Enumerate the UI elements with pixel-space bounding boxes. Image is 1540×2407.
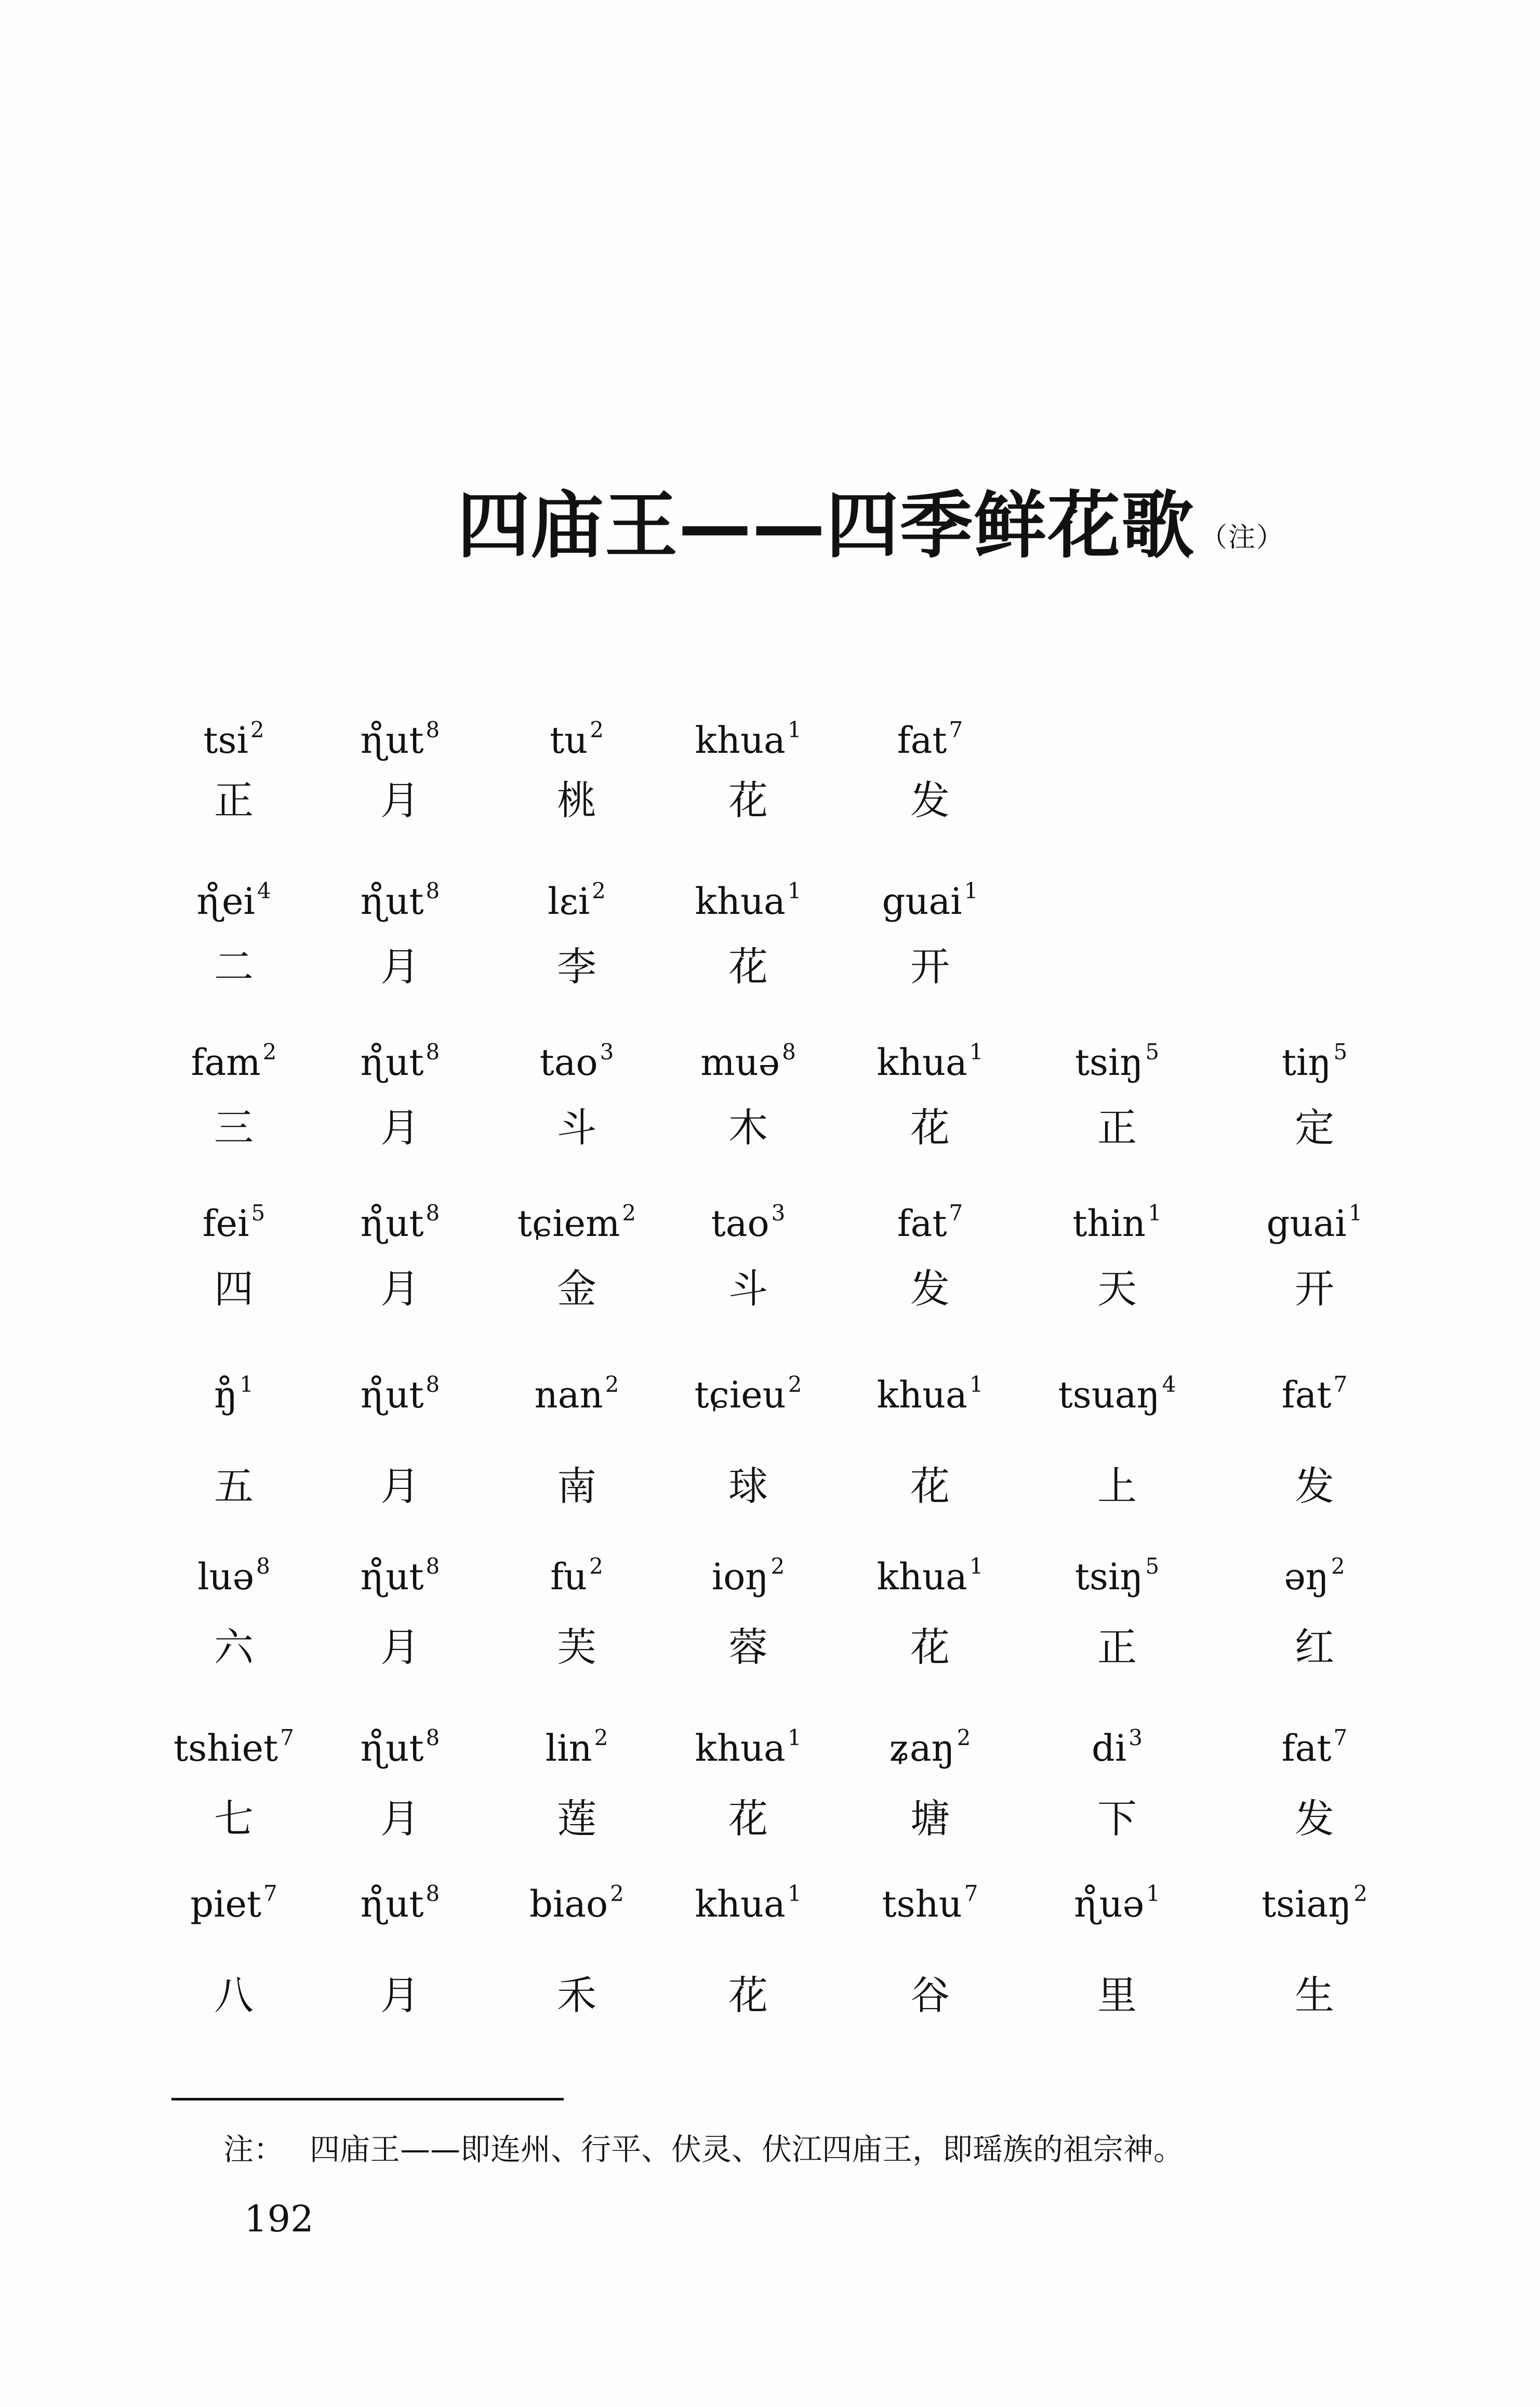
tone-number: 7 xyxy=(1333,1725,1348,1750)
chinese-character: 正 xyxy=(1097,1105,1137,1151)
tone-number: 8 xyxy=(426,1725,440,1750)
romanization-syllable xyxy=(655,1372,842,1416)
chinese-character: 月 xyxy=(380,1796,420,1842)
syllable-text: ɳ̊uə xyxy=(1074,1883,1145,1925)
syllable-text: di xyxy=(1092,1727,1127,1770)
chinese-character: 月 xyxy=(380,1972,420,2018)
chinese-character: 天 xyxy=(1097,1266,1137,1312)
tone-number: 1 xyxy=(787,1725,802,1750)
tone-number: 8 xyxy=(782,1039,796,1065)
chinese-character: 七 xyxy=(214,1796,254,1842)
tone-number: 3 xyxy=(600,1039,614,1065)
romanization-syllable xyxy=(307,1200,494,1245)
tone-number: 3 xyxy=(1129,1725,1143,1750)
romanization-syllable xyxy=(307,1881,494,1925)
syllable-text: tao xyxy=(539,1041,598,1084)
romanization-syllable xyxy=(307,1039,494,1084)
romanization-syllable xyxy=(1221,1725,1408,1770)
romanization-syllable xyxy=(307,878,494,923)
tone-number: 8 xyxy=(426,717,440,742)
romanization-syllable xyxy=(1221,1372,1408,1416)
romanization-syllable xyxy=(483,1200,670,1245)
syllable-text: ʑaŋ xyxy=(889,1727,955,1770)
romanization-syllable xyxy=(483,1725,670,1770)
syllable-text: fei xyxy=(202,1202,249,1245)
romanization-syllable xyxy=(140,717,327,762)
tone-number: 8 xyxy=(426,878,440,903)
syllable-text: muə xyxy=(700,1041,780,1084)
chinese-character: 八 xyxy=(214,1972,254,2018)
syllable-text: khua xyxy=(695,1727,786,1770)
romanization-syllable xyxy=(1221,1200,1408,1245)
romanization-syllable xyxy=(1024,1725,1211,1770)
tone-number: 2 xyxy=(1331,1553,1345,1579)
chinese-character: 四 xyxy=(214,1266,254,1312)
tone-number: 2 xyxy=(771,1553,785,1579)
syllable-text: ɳ̊ut xyxy=(360,1555,424,1598)
chinese-character: 禾 xyxy=(557,1972,596,2018)
romanization-syllable xyxy=(307,1553,494,1598)
chinese-character: 定 xyxy=(1295,1105,1334,1151)
chinese-character: 花 xyxy=(910,1105,950,1151)
chinese-character: 发 xyxy=(1295,1463,1334,1509)
syllable-text: tɕieu xyxy=(694,1374,786,1416)
syllable-text: ɳ̊ut xyxy=(360,1202,424,1245)
chinese-character: 花 xyxy=(728,777,768,823)
chinese-character: 斗 xyxy=(557,1105,596,1151)
romanization-syllable xyxy=(140,1039,327,1084)
romanization-syllable xyxy=(1024,1039,1211,1084)
tone-number: 8 xyxy=(256,1553,270,1579)
romanization-syllable xyxy=(1221,1881,1408,1925)
chinese-character: 月 xyxy=(380,777,420,823)
footnote-divider xyxy=(171,2098,564,2100)
romanization-syllable xyxy=(837,1725,1024,1770)
tone-number: 1 xyxy=(1146,1881,1160,1906)
tone-number: 2 xyxy=(589,1553,603,1579)
chinese-character: 花 xyxy=(728,1972,768,2018)
romanization-syllable xyxy=(140,1372,327,1416)
tone-number: 1 xyxy=(964,878,978,903)
tone-number: 2 xyxy=(788,1372,802,1397)
syllable-text: ɳ̊ut xyxy=(360,719,424,762)
romanization-syllable xyxy=(655,1039,842,1084)
footnote-text: 四庙王——即连州、行平、伏灵、伏江四庙王，即瑶族的祖宗神。 xyxy=(310,2132,1184,2167)
tone-number: 2 xyxy=(1353,1881,1368,1906)
syllable-text: fam xyxy=(191,1041,261,1084)
syllable-text: ɳ̊ei xyxy=(196,880,255,923)
chinese-character: 桃 xyxy=(557,777,596,823)
syllable-text: ioŋ xyxy=(711,1555,769,1598)
syllable-text: tsiŋ xyxy=(1074,1555,1144,1598)
syllable-text: biao xyxy=(529,1883,608,1925)
tone-number: 2 xyxy=(594,1725,608,1750)
romanization-syllable xyxy=(1024,1881,1211,1925)
romanization-syllable xyxy=(140,1553,327,1598)
syllable-text: ɳ̊ut xyxy=(360,880,424,923)
chinese-character: 月 xyxy=(380,943,420,990)
syllable-text: fat xyxy=(1281,1727,1332,1770)
syllable-text: ɳ̊ut xyxy=(360,1041,424,1084)
syllable-text: tao xyxy=(711,1202,769,1245)
tone-number: 2 xyxy=(622,1200,636,1226)
tone-number: 5 xyxy=(1145,1553,1160,1579)
romanization-syllable xyxy=(483,1553,670,1598)
romanization-syllable xyxy=(483,1039,670,1084)
romanization-syllable xyxy=(483,717,670,762)
romanization-syllable xyxy=(140,1881,327,1925)
chinese-character: 月 xyxy=(380,1463,420,1509)
syllable-text: guai xyxy=(1266,1202,1347,1245)
chinese-character: 上 xyxy=(1097,1463,1137,1509)
chinese-character: 木 xyxy=(728,1105,768,1151)
tone-number: 1 xyxy=(787,717,802,742)
romanization-syllable xyxy=(307,1372,494,1416)
romanization-syllable xyxy=(1221,1553,1408,1598)
syllable-text: lin xyxy=(545,1727,592,1770)
syllable-text: fat xyxy=(1281,1374,1332,1416)
syllable-text: guai xyxy=(882,880,962,923)
syllable-text: khua xyxy=(695,719,786,762)
chinese-character: 里 xyxy=(1097,1972,1137,2018)
romanization-syllable xyxy=(837,878,1024,923)
tone-number: 2 xyxy=(957,1725,971,1750)
romanization-syllable xyxy=(140,878,327,923)
tone-number: 5 xyxy=(1333,1039,1348,1065)
chinese-character: 红 xyxy=(1295,1624,1334,1670)
tone-number: 8 xyxy=(426,1372,440,1397)
tone-number: 7 xyxy=(1333,1372,1348,1397)
chinese-character: 发 xyxy=(910,777,950,823)
tone-number: 8 xyxy=(426,1553,440,1579)
chinese-character: 塘 xyxy=(910,1796,950,1842)
tone-number: 2 xyxy=(592,878,606,903)
romanization-syllable xyxy=(655,717,842,762)
syllable-text: khua xyxy=(877,1374,967,1416)
romanization-syllable xyxy=(483,1372,670,1416)
tone-number: 1 xyxy=(1348,1200,1363,1226)
romanization-syllable xyxy=(655,1725,842,1770)
tone-number: 7 xyxy=(949,1200,963,1226)
syllable-text: luə xyxy=(197,1555,255,1598)
chinese-character: 正 xyxy=(214,777,254,823)
tone-number: 2 xyxy=(605,1372,619,1397)
chinese-character: 花 xyxy=(910,1624,950,1670)
romanization-syllable xyxy=(837,717,1024,762)
syllable-text: lɛi xyxy=(548,880,590,923)
tone-number: 8 xyxy=(426,1200,440,1226)
chinese-character: 花 xyxy=(910,1463,950,1509)
chinese-character: 月 xyxy=(380,1266,420,1312)
romanization-syllable xyxy=(140,1200,327,1245)
chinese-character: 莲 xyxy=(557,1796,596,1842)
syllable-text: ɳ̊ut xyxy=(360,1374,424,1416)
romanization-syllable xyxy=(1024,1553,1211,1598)
tone-number: 4 xyxy=(257,878,271,903)
chinese-character: 下 xyxy=(1097,1796,1137,1842)
syllable-text: khua xyxy=(695,1883,786,1925)
romanization-syllable xyxy=(837,1200,1024,1245)
chinese-character: 斗 xyxy=(728,1266,768,1312)
title-text: 四庙王——四季鲜花歌 xyxy=(457,484,1196,568)
tone-number: 2 xyxy=(590,717,604,742)
romanization-syllable xyxy=(655,1881,842,1925)
chinese-character: 五 xyxy=(214,1463,254,1509)
romanization-syllable xyxy=(307,1725,494,1770)
syllable-text: tsuaŋ xyxy=(1058,1374,1160,1416)
tone-number: 5 xyxy=(251,1200,265,1226)
chinese-character: 六 xyxy=(214,1624,254,1670)
tone-number: 2 xyxy=(262,1039,277,1065)
syllable-text: tɕiem xyxy=(517,1202,620,1245)
romanization-syllable xyxy=(837,1039,1024,1084)
footnote xyxy=(223,2125,1184,2169)
romanization-syllable xyxy=(1024,1372,1211,1416)
romanization-syllable xyxy=(655,878,842,923)
romanization-syllable xyxy=(655,1200,842,1245)
tone-number: 7 xyxy=(964,1881,978,1906)
syllable-text: fat xyxy=(897,719,947,762)
tone-number: 1 xyxy=(1147,1200,1162,1226)
syllable-text: əŋ xyxy=(1284,1555,1329,1598)
chinese-character: 开 xyxy=(1295,1266,1334,1312)
chinese-character: 花 xyxy=(728,1796,768,1842)
romanization-syllable xyxy=(307,717,494,762)
page-number: 192 xyxy=(244,2198,314,2240)
tone-number: 7 xyxy=(263,1881,277,1906)
tone-number: 8 xyxy=(426,1881,440,1906)
title-note-mark: （注） xyxy=(1200,522,1285,553)
romanization-syllable xyxy=(837,1881,1024,1925)
romanization-syllable xyxy=(837,1553,1024,1598)
romanization-syllable xyxy=(483,1881,670,1925)
syllable-text: khua xyxy=(695,880,786,923)
romanization-syllable xyxy=(1221,1039,1408,1084)
tone-number: 1 xyxy=(787,1881,802,1906)
syllable-text: tsiŋ xyxy=(1074,1041,1144,1084)
chinese-character: 花 xyxy=(728,943,768,990)
syllable-text: ɳ̊ut xyxy=(360,1727,424,1770)
syllable-text: piet xyxy=(190,1883,262,1925)
romanization-syllable xyxy=(1024,1200,1211,1245)
romanization-syllable xyxy=(483,878,670,923)
syllable-text: ŋ̊ xyxy=(214,1374,238,1416)
tone-number: 4 xyxy=(1162,1372,1176,1397)
chinese-character: 二 xyxy=(214,943,254,990)
syllable-text: nan xyxy=(534,1374,603,1416)
syllable-text: tshiet xyxy=(174,1727,278,1770)
chinese-character: 李 xyxy=(557,943,596,990)
tone-number: 5 xyxy=(1145,1039,1160,1065)
syllable-text: khua xyxy=(877,1555,967,1598)
song-title xyxy=(457,468,1285,572)
chinese-character: 芙 xyxy=(557,1624,596,1670)
tone-number: 1 xyxy=(969,1372,984,1397)
tone-number: 1 xyxy=(969,1553,984,1579)
romanization-syllable xyxy=(655,1553,842,1598)
chinese-character: 生 xyxy=(1295,1972,1334,2018)
syllable-text: thin xyxy=(1072,1202,1146,1245)
romanization-syllable xyxy=(837,1372,1024,1416)
footnote-label: 注： xyxy=(223,2132,284,2167)
syllable-text: fu xyxy=(550,1555,588,1598)
syllable-text: ɳ̊ut xyxy=(360,1883,424,1925)
tone-number: 2 xyxy=(610,1881,624,1906)
syllable-text: khua xyxy=(877,1041,967,1084)
syllable-text: fat xyxy=(897,1202,947,1245)
romanization-syllable xyxy=(140,1725,327,1770)
chinese-character: 南 xyxy=(557,1463,596,1509)
chinese-character: 开 xyxy=(910,943,950,990)
chinese-character: 正 xyxy=(1097,1624,1137,1670)
tone-number: 7 xyxy=(280,1725,294,1750)
chinese-character: 发 xyxy=(1295,1796,1334,1842)
chinese-character: 金 xyxy=(557,1266,596,1312)
syllable-text: tsi xyxy=(203,719,248,762)
tone-number: 1 xyxy=(969,1039,984,1065)
tone-number: 7 xyxy=(949,717,963,742)
chinese-character: 三 xyxy=(214,1105,254,1151)
syllable-text: tu xyxy=(550,719,588,762)
chinese-character: 蓉 xyxy=(728,1624,768,1670)
chinese-character: 月 xyxy=(380,1105,420,1151)
chinese-character: 发 xyxy=(910,1266,950,1312)
chinese-character: 谷 xyxy=(910,1972,950,2018)
syllable-text: tsiaŋ xyxy=(1262,1883,1352,1925)
tone-number: 2 xyxy=(250,717,264,742)
tone-number: 1 xyxy=(240,1372,254,1397)
chinese-character: 球 xyxy=(728,1463,768,1509)
tone-number: 1 xyxy=(787,878,802,903)
syllable-text: tiŋ xyxy=(1281,1041,1332,1084)
tone-number: 3 xyxy=(771,1200,786,1226)
tone-number: 8 xyxy=(426,1039,440,1065)
chinese-character: 月 xyxy=(380,1624,420,1670)
syllable-text: tshu xyxy=(882,1883,962,1925)
